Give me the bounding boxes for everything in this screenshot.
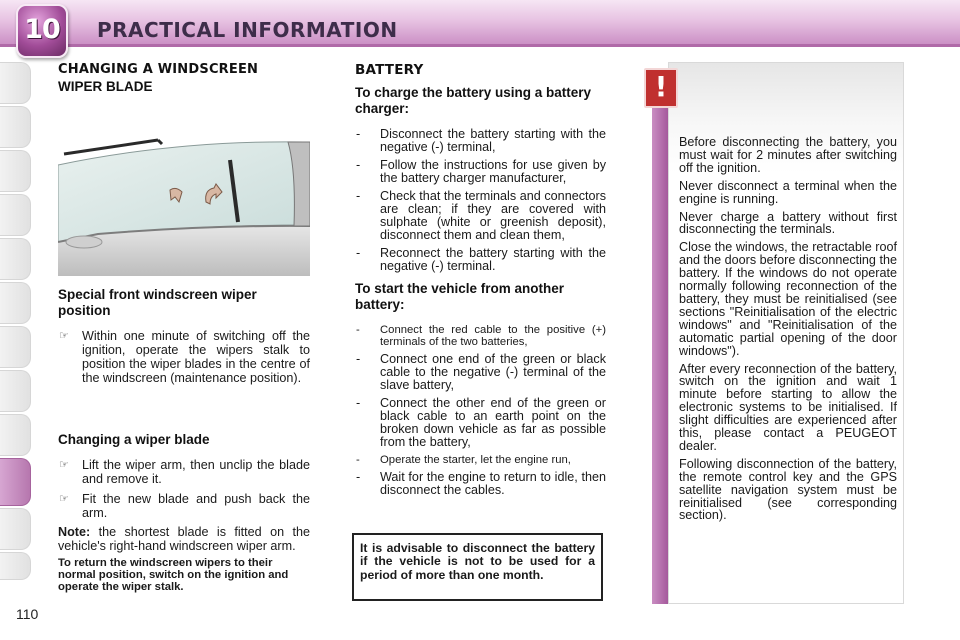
special-position-block — [58, 287, 310, 385]
chapter-tab[interactable] — [0, 150, 31, 192]
chapter-title: PRACTICAL INFORMATION — [97, 18, 398, 42]
battery-section — [355, 62, 606, 502]
special-position-heading: Special front windscreen wiper position — [58, 287, 257, 318]
list-item: - Operate the starter, let the engine run, — [356, 454, 571, 466]
chapter-tabs — [0, 62, 33, 582]
windscreen-wiper-illustration — [58, 130, 310, 276]
section-subtitle: WIPER BLADE — [58, 79, 153, 94]
warning-exclamation-icon: ! — [644, 68, 678, 108]
chapter-tab[interactable] — [0, 106, 31, 148]
chapter-number-badge: 10 — [16, 4, 68, 58]
chapter-tab[interactable] — [0, 508, 31, 550]
warning-side-bar — [652, 82, 668, 604]
warning-box — [668, 62, 904, 604]
chapter-tab[interactable] — [0, 194, 31, 236]
pointer-icon: ☞ — [59, 493, 69, 505]
pointer-icon: ☞ — [59, 330, 69, 342]
chapter-tab[interactable] — [0, 414, 31, 456]
return-instruction: To return the windscreen wipers to their normal position, switch on the ignition and operate the wiper stalk. — [58, 557, 289, 593]
note-label: Note: — [58, 525, 91, 539]
list-item: - Disconnect the battery starting with the negative (-) terminal, — [356, 127, 606, 154]
list-item: ☞ Lift the wiper arm, then unclip the blade and remove it. — [59, 458, 310, 486]
list-item: - Follow the instructions for use given by the battery charger manufacturer, — [356, 158, 606, 185]
header-underline — [0, 44, 960, 47]
chapter-tab[interactable] — [0, 238, 31, 280]
list-item: - Connect one end of the green or black cable to the negative (-) terminal of the slave battery, — [356, 352, 606, 392]
warning-paragraph: Before disconnecting the battery, you must wait for 2 minutes after switching off the ignition. — [679, 135, 897, 175]
battery-title: BATTERY — [355, 62, 424, 78]
list-item: - Check that the terminals and connectors are clean; if they are covered with sulphate (white or greenish deposit), disconnect them and clean them, — [356, 189, 606, 242]
list-item: - Reconnect the battery starting with the negative (-) terminal. — [356, 246, 606, 273]
chapter-tab[interactable] — [0, 326, 31, 368]
list-item: ☞ Within one minute of switching off the ignition, operate the wipers stalk to position the wiper blades in the centre of the windscreen (maintenance position). — [59, 329, 310, 385]
page-number: 110 — [16, 606, 39, 622]
start-heading: To start the vehicle from another battery: — [355, 281, 565, 312]
charge-heading: To charge the battery using a battery charger: — [355, 85, 592, 116]
warning-paragraph: Following disconnection of the battery, the remote control key and the GPS satellite navigation system must be reinitialised (see corresponding section). — [679, 456, 897, 523]
advice-box: It is advisable to disconnect the battery if the vehicle is not to be used for a period of more than one month. — [352, 533, 603, 601]
list-item: - Wait for the engine to return to idle, then disconnect the cables. — [356, 470, 606, 497]
list-item: ☞ Fit the new blade and push back the arm. — [59, 492, 310, 520]
warning-paragraph: Close the windows, the retractable roof and the doors before disconnecting the battery. If the windows do not operate normally following reconnection of the battery, they must be reinitialised (see sections "Reinitialisation of the electric windows" and "Reinitialisation of the automatic partial opening of the door windows"). — [679, 240, 897, 358]
section-title: CHANGING A WINDSCREEN — [58, 62, 259, 77]
warning-paragraph: Never charge a battery without first disconnecting the terminals. — [679, 209, 897, 237]
chapter-tab[interactable] — [0, 62, 31, 104]
changing-blade-block — [58, 432, 310, 593]
warning-paragraph: After every reconnection of the battery, switch on the ignition and wait 1 minute before starting to allow the electronic systems to be initialised. If slight difficulties are experienced after this, please contact a PEUGEOT dealer. — [679, 361, 897, 453]
chapter-tab[interactable] — [0, 282, 31, 324]
chapter-tab[interactable] — [0, 552, 31, 580]
changing-blade-heading: Changing a wiper blade — [58, 432, 210, 447]
pointer-icon: ☞ — [59, 459, 69, 471]
list-item: - Connect the other end of the green or black cable to an earth point on the broken down vehicle as far as possible from the battery, — [356, 396, 606, 449]
list-item: - Connect the red cable to the positive (+) terminals of the two batteries, — [356, 324, 606, 348]
chapter-tab[interactable] — [0, 370, 31, 412]
chapter-tab-active[interactable] — [0, 458, 31, 506]
wiper-section — [58, 62, 310, 94]
warning-paragraph: Never disconnect a terminal when the engine is running. — [679, 178, 897, 206]
note-paragraph: Note: the shortest blade is fitted on the vehicle's right-hand windscreen wiper arm. — [58, 525, 310, 553]
